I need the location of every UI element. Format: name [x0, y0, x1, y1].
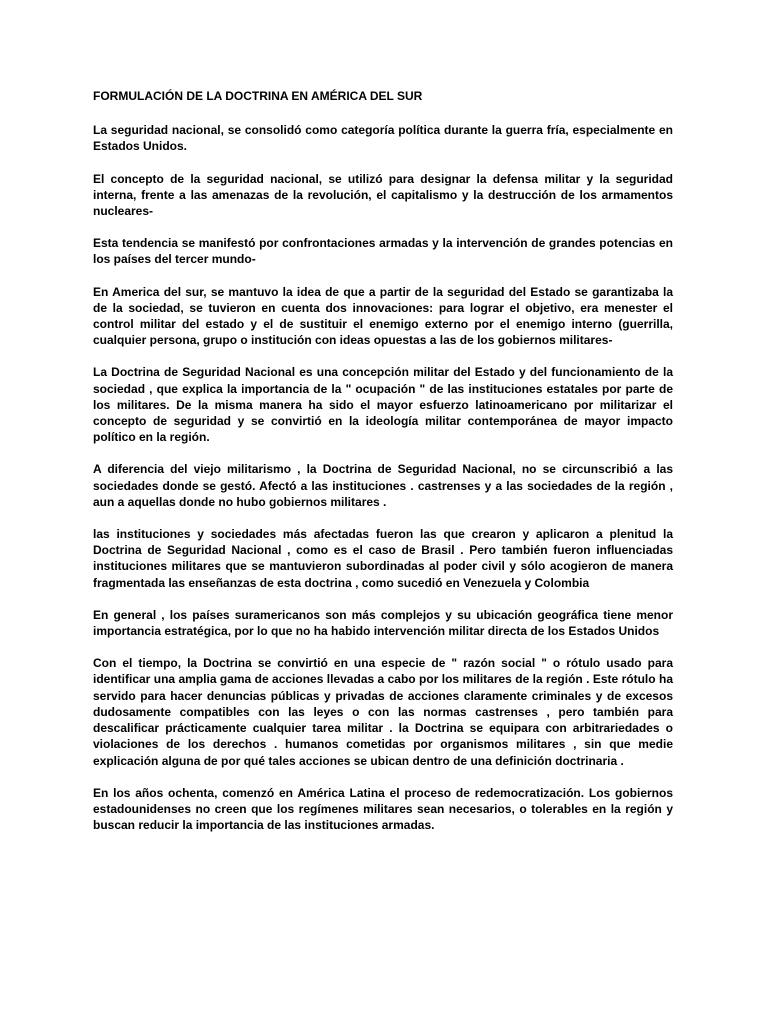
paragraph-7: las instituciones y sociedades más afectadas fueron las que crearon y aplicaron a plenitud la Doctrina de Seguridad Nacional , como es el caso de Brasil . Pero también fueron influenciadas instituciones militares que se mantuvieron subordinadas al poder civil y sólo acogieron de manera fragmentada las enseñanzas de esta doctrina , como sucedió en Venezuela y Colombia: [93, 527, 673, 590]
paragraph-8: En general , los países suramericanos son más complejos y su ubicación geográfica tiene menor importancia estratégica, por lo que no ha habido intervención militar directa de los Estados Unidos: [93, 607, 673, 639]
paragraph-4: En America del sur, se mantuvo la idea de que a partir de la seguridad del Estado se garantizaba la de la sociedad, se tuvieron en cuenta dos innovaciones: para lograr el objetivo, era menester el control militar del estado y el de sustituir el enemigo externo por el enemigo interno (guerrilla, cualquier persona, grupo o institución con ideas opuestas a las de los gobiernos militares-: [93, 284, 673, 348]
paragraph-6: A diferencia del viejo militarismo , la Doctrina de Seguridad Nacional, no se circunscribió a las sociedades donde se gestó. Afectó a las instituciones . castrenses y a las sociedades de la región , aun a aquellas donde no hubo gobiernos militares .: [93, 462, 673, 509]
paragraph-1: La seguridad nacional, se consolidó como categoría política durante la guerra fría, especialmente en Estados Unidos.: [93, 123, 673, 154]
paragraph-9: Con el tiempo, la Doctrina se convirtió en una especie de " razón social " o rótulo usado para identificar una amplia gama de acciones llevadas a cabo por los militares de la región . Este rótulo ha servido para hacer denuncias públicas y privadas de acciones claramente criminales y de excesos dudosamente compatibles con las leyes o con las normas castrenses , pero también para descalificar prácticamente cualquier tarea militar . la Doctrina se equipara con arbitrariedades o violaciones de los derechos . humanos cometidas por organismos militares , sin que medie explicación alguna de por qué tales acciones se ubican dentro de una definición doctrinaria .: [93, 656, 673, 768]
paragraph-5: La Doctrina de Seguridad Nacional es una concepción militar del Estado y del funcionamiento de la sociedad , que explica la importancia de la " ocupación " de las instituciones estatales por parte de los militares. De la misma manera ha sido el mayor esfuerzo latinoamericano por militarizar el concepto de seguridad y se convirtió en la ideología militar contemporánea de mayor impacto político en la región.: [93, 365, 673, 445]
paragraph-2: El concepto de la seguridad nacional, se utilizó para designar la defensa militar y la seguridad interna, frente a las amenazas de la revolución, el capitalismo y la destrucción de los armamentos nucleares-: [93, 171, 673, 219]
paragraph-10: En los años ochenta, comenzó en América Latina el proceso de redemocratización. Los gobiernos estadounidenses no creen que los regímenes militares sean necesarios, o tolerables en la región y buscan reducir la importancia de las instituciones armadas.: [93, 785, 673, 833]
paragraph-3: Esta tendencia se manifestó por confrontaciones armadas y la intervención de grandes potencias en los países del tercer mundo-: [93, 236, 673, 267]
document-page: [93, 88, 673, 833]
document-title: FORMULACIÓN DE LA DOCTRINA EN AMÉRICA DEL SUR: [93, 89, 423, 103]
